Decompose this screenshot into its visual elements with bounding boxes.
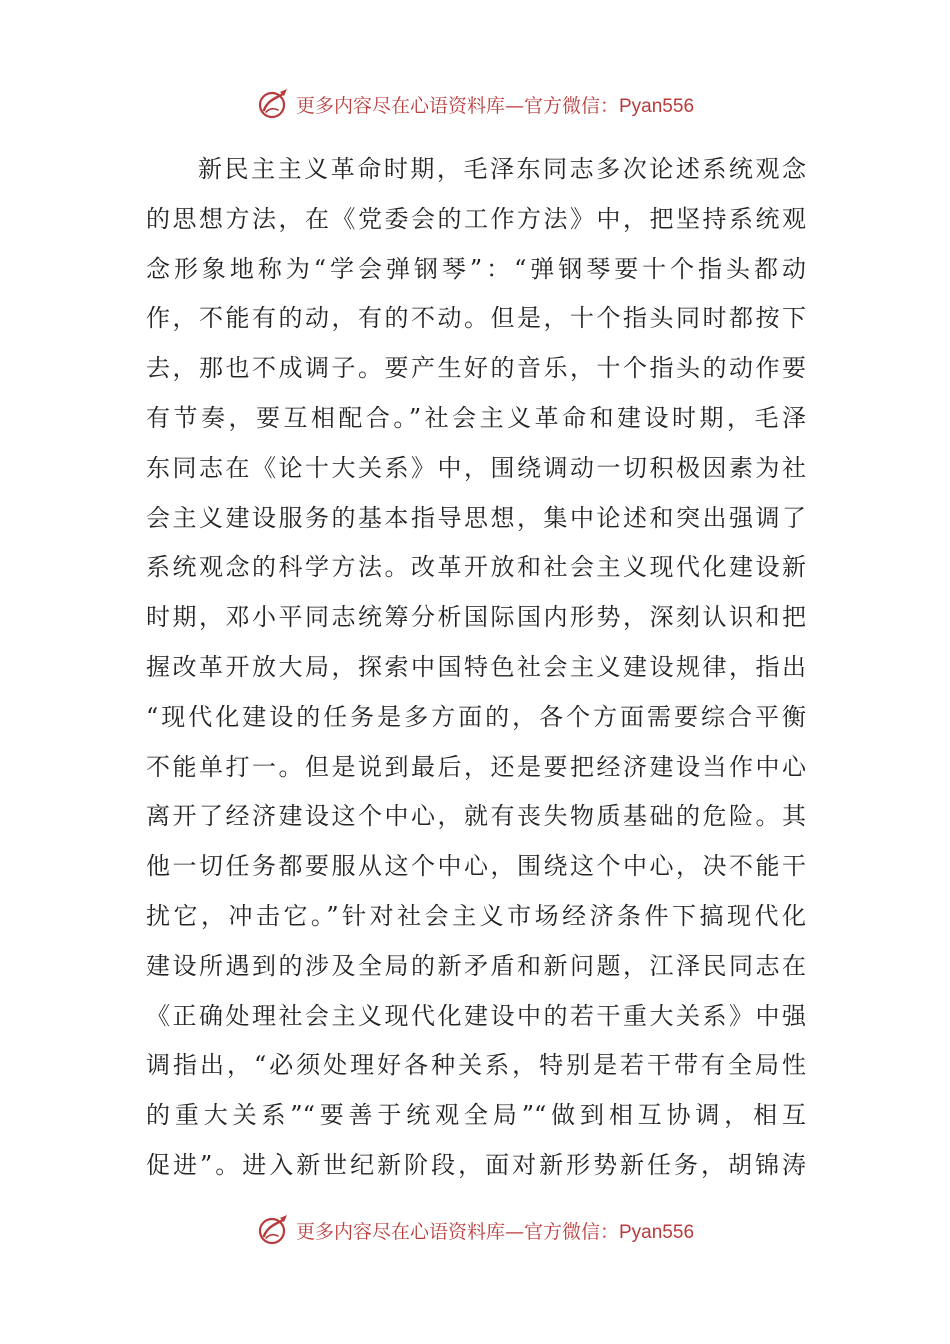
banner-text (296, 91, 694, 118)
text-line: 念形象地称为“学会弹钢琴”：“弹钢琴要十个指头都动 (146, 254, 806, 283)
text-line: 他一切任务都要服从这个中心，围绕这个中心，决不能干 (146, 852, 806, 881)
footer-banner (0, 1210, 950, 1250)
text-line: 去，那也不成调子。要产生好的音乐，十个指头的动作要 (146, 354, 806, 383)
text-line: “现代化建设的任务是多方面的，各个方面需要综合平衡 (146, 702, 806, 731)
text-line: 建设所遇到的涉及全局的新矛盾和新问题，江泽民同志在 (146, 951, 806, 980)
text-line: 促进”。进入新世纪新阶段，面对新形势新任务，胡锦涛 (146, 1150, 806, 1179)
text-line: 离开了经济建设这个中心，就有丧失物质基础的危险。其 (146, 802, 806, 831)
banner-slogan: 更多内容尽在心语资料库—官方微信： (295, 94, 619, 117)
text-line: 扰它，冲击它。”针对社会主义市场经济条件下搞现代化 (146, 901, 806, 930)
banner-text (296, 1217, 694, 1244)
text-line: 东同志在《论十大关系》中，围绕调动一切积极因素为社 (146, 453, 806, 482)
text-line: 不能单打一。但是说到最后，还是要把经济建设当作中心 (146, 752, 806, 781)
text-line: 的重大关系”“要善于统观全局”“做到相互协调，相互 (146, 1101, 806, 1130)
text-line: 握改革开放大局，探索中国特色社会主义建设规律，指出 (146, 652, 806, 681)
document-body (146, 145, 806, 1191)
text-line: 会主义建设服务的基本指导思想，集中论述和突出强调了 (146, 503, 806, 532)
text-line: 作，不能有的动，有的不动。但是，十个指头同时都按下 (146, 304, 806, 333)
banner-wechat-id: Pyan556 (619, 95, 695, 117)
text-line: 调指出，“必须处理好各种关系，特别是若干带有全局性 (146, 1051, 806, 1080)
pen-swirl-icon (256, 1212, 292, 1248)
text-line: 的思想方法，在《党委会的工作方法》中，把坚持系统观 (146, 204, 806, 233)
pen-swirl-icon (256, 86, 292, 122)
text-line: 有节奏，要互相配合。”社会主义革命和建设时期，毛泽 (146, 403, 806, 432)
text-line: 《正确处理社会主义现代化建设中的若干重大关系》中强 (146, 1001, 806, 1030)
text-line: 时期，邓小平同志统筹分析国际国内形势，深刻认识和把 (146, 603, 806, 632)
banner-slogan: 更多内容尽在心语资料库—官方微信： (295, 1220, 619, 1243)
banner-wechat-id: Pyan556 (619, 1221, 695, 1243)
text-line: 新民主主义革命时期，毛泽东同志多次论述系统观念 (198, 155, 806, 183)
text-line: 系统观念的科学方法。改革开放和社会主义现代化建设新 (146, 553, 806, 582)
header-banner (0, 84, 950, 124)
